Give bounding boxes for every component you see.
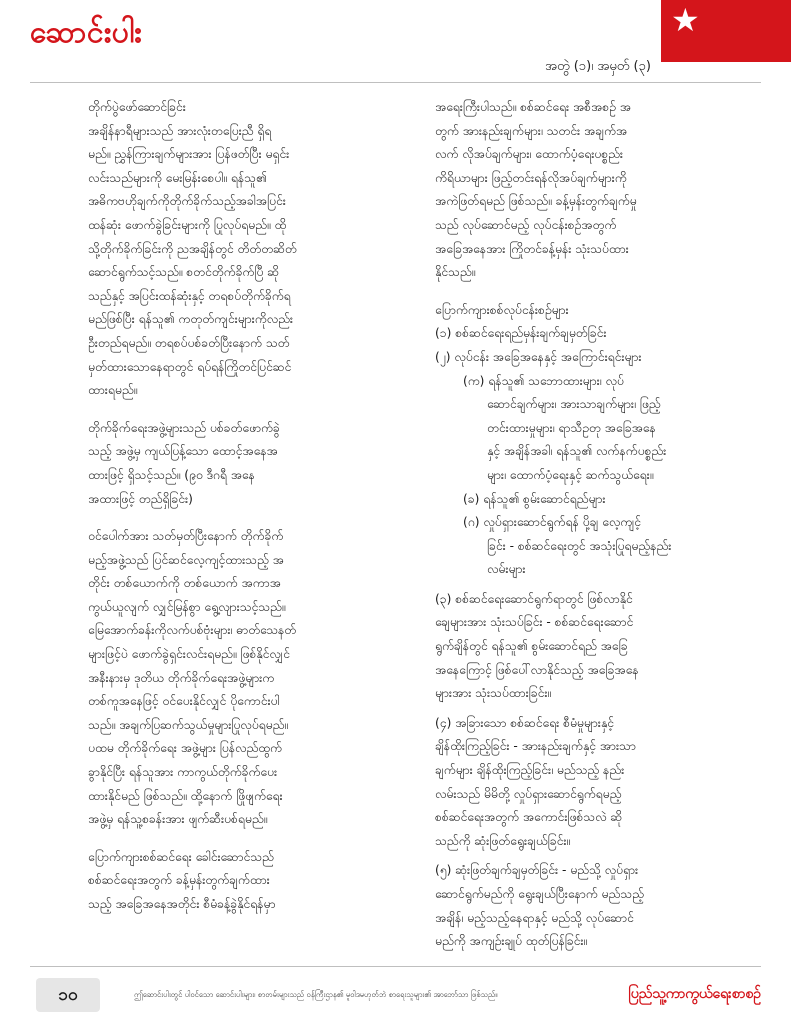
text-line: ထားနိုင်မည် ဖြစ်သည်။ ထို့နောက် ဖြိုဖျက်ရေး: [88, 788, 283, 803]
text-line: ကွယ်ယူလျက် လျှင်မြန်စွာ ရွေ့လျားသင့်သည်။: [88, 599, 286, 614]
list-item-5: [435, 859, 759, 953]
text-line: (၄) အခြားသော စစ်ဆင်ရေး စီမံမှုများနှင့်: [435, 715, 614, 730]
list-subitem-continued: များ၊ ထောက်ပံ့ရေးနှင့် ဆက်သွယ်ရေး။: [487, 467, 654, 482]
text-line: ဆောင်ရွက်သင့်သည်။ စတင်တိုက်ခိုက်ပြီ ဆို: [88, 265, 280, 280]
text-line: တွက် အားနည်းချက်များ၊ သတင်း အချက်အ: [435, 123, 628, 138]
text-line: ထန်ဆုံး ဖောက်ခွဲခြင်းများကို ပြုလုပ်ရမည်။ ထို: [88, 217, 287, 232]
process-list: [435, 299, 759, 582]
text-line: ပထမ တိုက်ခိုက်ရေး အဖွဲ့များ ပြန်လည်ထွက်: [88, 741, 282, 756]
footer-disclaimer: ဤဆောင်းပါးတွင် ပါဝင်သော ဆောင်းပါးများ၊ စာတမ်းများသည် ဝန်ကြီးဌာန၏ မူဝါဒမဟုတ်ဘဲ စာရေးသူများ၏ အာဘော်သာ ဖြစ်သည်။: [134, 990, 498, 999]
text-line: တိုက်ခိုက်ရေးအဖွဲ့များသည် ပစ်ခတ်ဖောက်ခွဲ: [88, 420, 280, 435]
section-heading: ပြောက်ကျားစစ်လုပ်ငန်းစဉ်များ: [435, 302, 569, 317]
text-line: အနီးနားမှ ဒုတိယ တိုက်ခိုက်ရေးအဖွဲ့များက: [88, 670, 275, 685]
list-item-3: [435, 588, 759, 706]
list-item: (၂) လုပ်ငန်း အခြေအနေနှင့် အကြောင်းရင်းများ: [435, 349, 642, 364]
text-line: ထားဖြင့် ရှိသင့်သည်။ (၉၀ ဒီဂရီ အနေ: [88, 467, 255, 482]
text-line: (၃) စစ်ဆင်ရေးဆောင်ရွက်ရာတွင် ဖြစ်လာနိုင်: [435, 591, 633, 606]
star-icon: ★: [671, 1, 700, 39]
page-number: ၁၀: [36, 978, 100, 1012]
text-line: ချက်များ ချိန်ထိုးကြည့်ခြင်း၊ မည်သည့် နည်း: [435, 763, 625, 778]
text-line: အရေးကြီးပါသည်။ စစ်ဆင်ရေး အစီအစဉ် အ: [435, 100, 631, 114]
text-line: ဆောင်ရွက်မည်ကို ရွေးချယ်ပြီးနောက် မည်သည့်: [435, 887, 644, 901]
text-line: မည်ဖြစ်ပြီး ရန်သူ၏ ကတုတ်ကျင်းများကိုလည်း: [88, 312, 293, 327]
text-line: အချိန်၊ မည့်သည့်နေရာနှင့် မည်သို့ လုပ်ဆောင်: [435, 910, 634, 925]
list-subitem-continued: ခြင်း - စစ်ဆင်ရေးတွင် အသုံးပြုရမည့်နည်း: [487, 538, 672, 553]
text-line: ဝင်ပေါက်အား သတ်မှတ်ပြီးနောက် တိုက်ခိုက်: [88, 529, 284, 544]
paragraph-3: [88, 525, 418, 832]
list-subitem: (ဂ) လှုပ်ရှားဆောင်ရွက်ရန် ပို့ချ လေ့ကျင့်: [463, 515, 641, 530]
masthead-title: ဆောင်းပါး: [30, 15, 143, 50]
paragraph-4: [88, 846, 418, 917]
text-line: အနေကြောင့် ဖြစ်ပေါ်လာနိုင်သည့် အခြေအနေ: [435, 662, 639, 677]
text-line: သည်။ အချက်ပြဆက်သွယ်မှုများပြုလုပ်ရမည်။: [88, 717, 289, 732]
text-line: အဖွဲ့မှ ရန်သူ့စခန်းအား ဖျက်ဆီးပစ်ရမည်။: [88, 812, 268, 827]
list-subitem-continued: နှင့် အချိန်အခါ၊ ရန်သူ၏ လက်နက်ပစ္စည်း: [487, 444, 667, 459]
text-line: သည်နှင့် အပြင်းထန်ဆုံးနှင့် တရစပ်တိုက်ခိုက်ရ: [88, 288, 291, 303]
list-subitem-continued: လမ်းများ: [487, 562, 526, 577]
text-line: အကဲဖြတ်ရမည် ဖြစ်သည်။ ခန့်မှန်းတွက်ချက်မှု: [435, 194, 637, 209]
text-line: ချေများအား သုံးသပ်ခြင်း - စစ်ဆင်ရေးဆောင်: [435, 615, 634, 630]
right-column: [435, 96, 759, 960]
text-line: သည်ကို ဆုံးဖြတ်ရွေးချယ်ခြင်း။: [435, 833, 571, 848]
text-line: ရွက်ချိန်တွင် ရန်သူ၏ စွမ်းဆောင်ရည် အခြေ: [435, 639, 628, 654]
list-subitem-continued: တင်းထားမှုများ၊ ရာသီဥတု အခြေအနေ: [487, 420, 656, 435]
flag-banner: [661, 0, 791, 62]
text-line: မြေအောက်ခန်းကိုလက်ပစ်ဗုံးများ၊ ဓာတ်သေနတ်: [88, 623, 297, 638]
text-line: အထားဖြင့် တည်ရှိခြင်း): [88, 491, 193, 506]
issue-number: အတွဲ (၁)၊ အမှတ် (၃): [545, 59, 651, 74]
text-line: များဖြင့်ပဲ ဖောက်ခွဲရှင်းလင်းရမည်။ ဖြစ်နိုင်လျှင်: [88, 647, 290, 662]
text-line: များအား သုံးသပ်ထားခြင်း။: [435, 686, 552, 701]
text-line: သို့တိုက်ခိုက်ခြင်းကို ညအချိန်တွင် တိတ်တဆိတ်: [88, 241, 297, 256]
text-line: လမ်းသည် မိမိတို့ လှုပ်ရှားဆောင်ရွက်ရမည့်: [435, 786, 622, 801]
text-line: မည်ကို အကျဉ်းချုပ် ထုတ်ပြန်ခြင်း။: [435, 934, 588, 949]
text-line: နိုင်သည်။: [435, 265, 476, 280]
paragraph-2: [88, 417, 418, 511]
text-line: လင်းသည်များကို မေးမြန်းစေပါ။ ရန်သူ၏: [88, 170, 267, 185]
text-line: တစ်ကူအနေဖြင့် ဝင်ပေးနိုင်လျှင် ပိုကောင်းပါ: [88, 694, 280, 709]
list-item: (၁) စစ်ဆင်ရေးရည်မှန်းချက်ချမှတ်ခြင်း: [435, 326, 607, 341]
list-subitem: (ခ) ရန်သူ၏ စွမ်းဆောင်ရည်များ: [463, 491, 606, 506]
paragraph-5: [435, 96, 759, 285]
text-line: မည့်အဖွဲ့သည် ပြင်ဆင်လေ့ကျင့်ထားသည့် အ: [88, 552, 284, 567]
footer-divider: [30, 966, 761, 967]
text-line: (၅) ဆုံးဖြတ်ချက်ချမှတ်ခြင်း - မည်သို့ လှုပ်ရှား: [435, 863, 639, 878]
text-line: အခြေအနေအား ကြိုတင်ခန့်မှန်း သုံးသပ်ထား: [435, 241, 629, 256]
publication-brand: ပြည်သူ့ကာကွယ်ရေးစာစဉ်: [628, 986, 761, 1002]
text-line: စစ်ဆင်ရေးအတွက် အကောင်းဖြစ်သလဲ ဆို: [435, 810, 623, 825]
text-line: ချိန်ထိုးကြည့်ခြင်း - အားနည်းချက်နှင့် အားသာ: [435, 739, 636, 754]
list-item-4: [435, 712, 759, 854]
header-divider: [30, 82, 761, 83]
text-line: သည့် အဖွဲ့မှ ကျယ်ပြန့်သော ထောင့်အနေအ: [88, 444, 278, 459]
text-line: တိုင်း တစ်ယောက်ကို တစ်ယောက် အကာအ: [88, 576, 281, 591]
list-subitem: (က) ရန်သူ၏ သဘောထားများ၊ လုပ်: [463, 373, 624, 388]
text-line: ပြောက်ကျားစစ်ဆင်ရေး ခေါင်းဆောင်သည်: [88, 849, 274, 864]
text-line: ခွာနိုင်ပြီး ရန်သူအား ကာကွယ်တိုက်ခိုက်ပေး: [88, 765, 278, 780]
text-line: လက် လိုအပ်ချက်များ၊ ထောက်ပံ့ရေးပစ္စည်း: [435, 147, 623, 162]
text-line: စစ်ဆင်ရေးအတွက် ခန့်မှန်းတွက်ချက်ထား: [88, 873, 270, 888]
text-line: အဓိကဗဟိုချက်ကိုတိုက်ခိုက်သည့်အခါအပြင်း: [88, 194, 286, 209]
left-column: [88, 96, 418, 931]
text-line: ဦးတည်ရမည်။ တရစပ်ပစ်ခတ်ပြီးနောက် သတ်: [88, 335, 290, 350]
text-line: မှတ်ထားသောနေရာတွင် ရပ်ရန်ကြိုတင်ပြင်ဆင်: [88, 359, 292, 374]
text-line: သည် လုပ်ဆောင်မည့် လုပ်ငန်းစဉ်အတွက်: [435, 217, 617, 232]
list-subitem-continued: ဆောင်ချက်များ၊ အားသာချက်များ၊ ဖြည့်: [487, 397, 661, 412]
text-line: ထားရမည်။: [88, 383, 138, 398]
text-line: ကိရိယာများ ဖြည့်တင်းရန်လိုအပ်ချက်များကို: [435, 170, 627, 185]
text-line: တိုက်ပွဲဖော်ဆောင်ခြင်း: [88, 100, 186, 114]
text-line: အချိန်နာရီများသည် အားလုံးတပြေးညီ ရှိရ: [88, 123, 272, 138]
text-line: သည့် အခြေအနေအတိုင်း စီမံခန့်ခွဲနိုင်ရန်မှာ: [88, 897, 276, 911]
text-line: မည်။ ညွှန်ကြားချက်များအား ပြန်ဖတ်ပြီး မရှင်း: [88, 147, 290, 162]
paragraph-1: [88, 96, 418, 403]
